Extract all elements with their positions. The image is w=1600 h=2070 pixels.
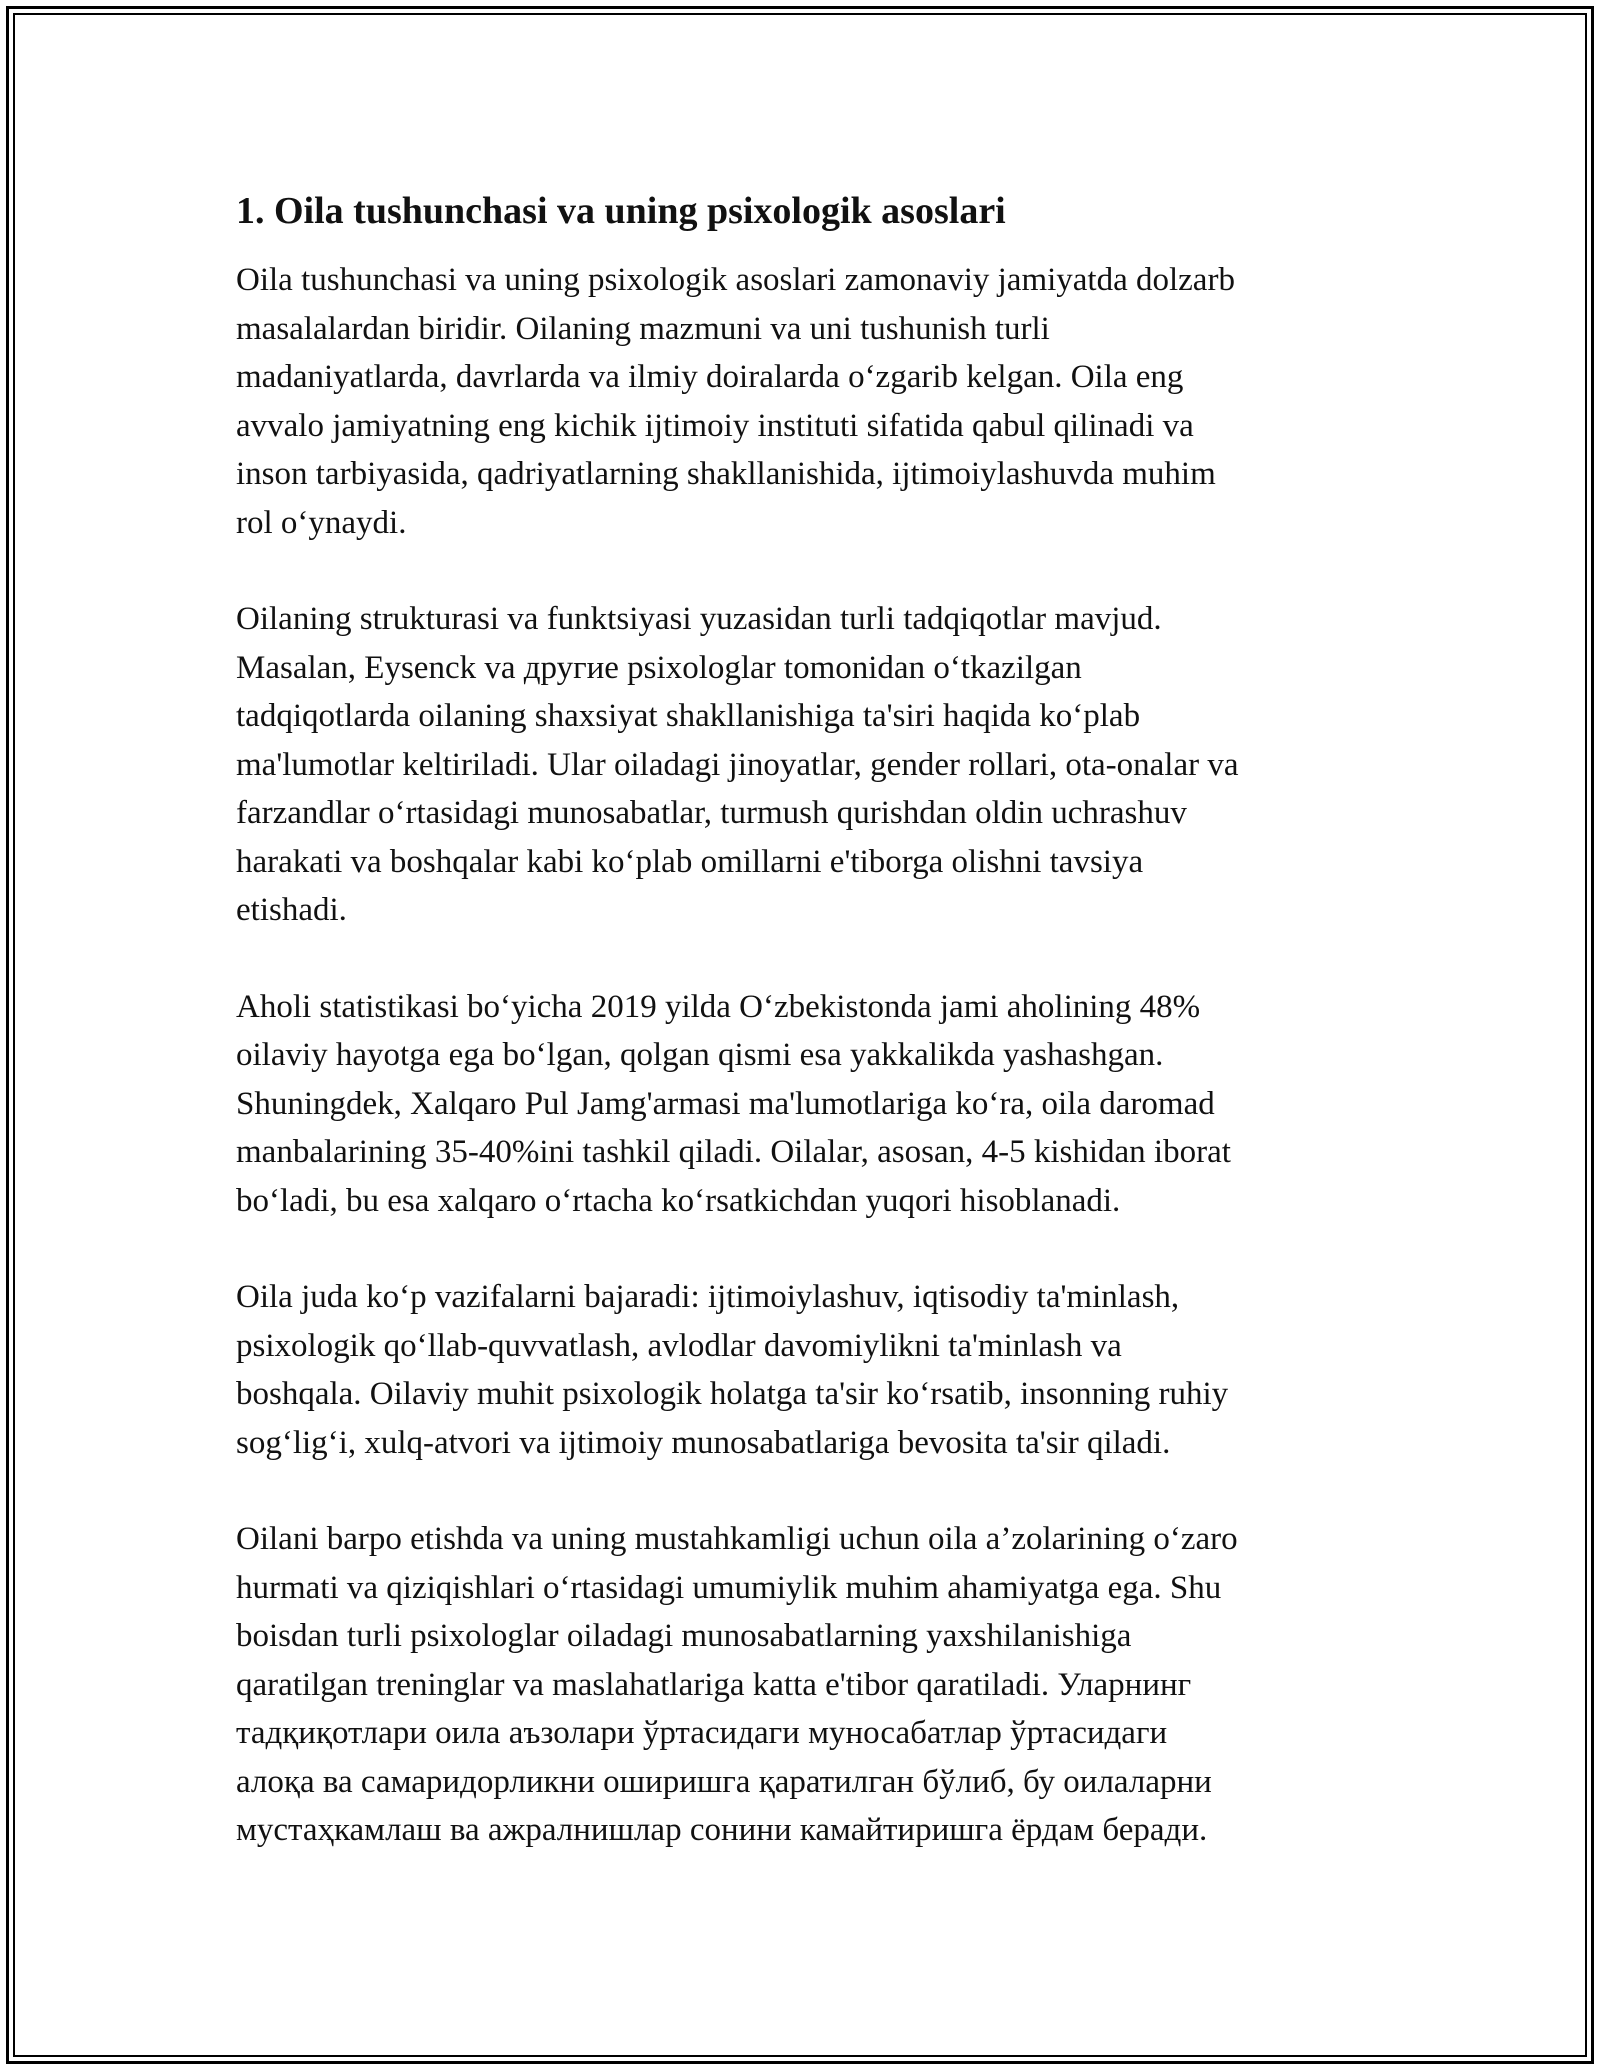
- paragraph-line: sogʻligʻi, xulq-atvori va ijtimoiy munosabatlariga bevosita ta'sir qiladi.: [236, 1424, 1171, 1461]
- paragraph-line: madaniyatlarda, davrlarda va ilmiy doiralarda oʻzgarib kelgan. Oila eng: [236, 359, 1184, 395]
- paragraph-line: мустаҳкамлаш ва ажралнишлар сонини камайтиришга ёрдам беради.: [236, 1812, 1208, 1848]
- paragraph-line: Shuningdek, Xalqaro Pul Jamg'armasi ma'lumotlariga koʻra, oila daromad: [236, 1085, 1215, 1122]
- paragraph-line: hurmati va qiziqishlari oʻrtasidagi umumiylik muhim ahamiyatga ega. Shu: [236, 1569, 1222, 1606]
- paragraph-line: qaratilgan treninglar va maslahatlariga katta e'tibor qaratiladi. Уларнинг: [236, 1666, 1192, 1703]
- paragraph-line: masalalardan biridir. Oilaning mazmuni va uni tushunish turli: [236, 310, 1050, 347]
- paragraph-2: [236, 595, 1366, 935]
- paragraph-1: [236, 256, 1366, 547]
- paragraph-line: boshqala. Oilaviy muhit psixologik holatga ta'sir koʻrsatib, insonning ruhiy: [236, 1376, 1229, 1412]
- paragraph-line: tadqiqotlarda oilaning shaxsiyat shakllanishiga ta'siri haqida koʻplab: [236, 698, 1141, 734]
- document-body: [236, 256, 1366, 1855]
- paragraph-3: [236, 983, 1366, 1226]
- paragraph-line: harakati va boshqalar kabi koʻplab omillarni e'tiborga olishni tavsiya: [236, 843, 1144, 880]
- paragraph-5: [236, 1515, 1366, 1855]
- paragraph-line: алоқа ва самаридорликни оширишга қаратилган бўлиб, бу оилаларни: [236, 1763, 1212, 1800]
- paragraph-4: [236, 1273, 1366, 1467]
- paragraph-line: manbalarining 35-40%ini tashkil qiladi. Oilalar, asosan, 4-5 kishidan iborat: [236, 1134, 1231, 1170]
- paragraph-line: Masalan, Eysenck va другие psixologlar tomonidan oʻtkazilgan: [236, 649, 1082, 686]
- paragraph-line: Oila tushunchasi va uning psixologik asoslari zamonaviy jamiyatda dolzarb: [236, 262, 1235, 298]
- paragraph-line: farzandlar oʻrtasidagi munosabatlar, turmush qurishdan oldin uchrashuv: [236, 795, 1187, 831]
- paragraph-line: Aholi statistikasi boʻyicha 2019 yilda Oʻzbekistonda jami aholining 48%: [236, 988, 1201, 1025]
- paragraph-line: boʻladi, bu esa xalqaro oʻrtacha koʻrsatkichdan yuqori hisoblanadi.: [236, 1182, 1121, 1219]
- paragraph-line: Oilani barpo etishda va uning mustahkamligi uchun oila a’zolarining oʻzaro: [236, 1521, 1238, 1557]
- document-page: [236, 186, 1366, 1903]
- paragraph-line: тадқиқотлари оила аъзолари ўртасидаги муносабатлар ўртасидаги: [236, 1715, 1168, 1751]
- paragraph-line: ma'lumotlar keltiriladi. Ular oiladagi jinoyatlar, gender rollari, ota-onalar va: [236, 746, 1239, 783]
- paragraph-line: rol oʻynaydi.: [236, 504, 407, 541]
- paragraph-line: Oilaning strukturasi va funktsiyasi yuzasidan turli tadqiqotlar mavjud.: [236, 601, 1162, 637]
- paragraph-line: Oila juda koʻp vazifalarni bajaradi: ijtimoiylashuv, iqtisodiy ta'minlash,: [236, 1279, 1180, 1315]
- paragraph-line: inson tarbiyasida, qadriyatlarning shakllanishida, ijtimoiylashuvda muhim: [236, 456, 1216, 492]
- paragraph-line: etishadi.: [236, 892, 347, 928]
- paragraph-line: psixologik qoʻllab-quvvatlash, avlodlar davomiylikni ta'minlash va: [236, 1327, 1122, 1364]
- section-heading: 1. Oila tushunchasi va uning psixologik asoslari: [236, 190, 1006, 232]
- paragraph-line: oilaviy hayotga ega boʻlgan, qolgan qismi esa yakkalikda yashashgan.: [236, 1037, 1164, 1073]
- paragraph-line: avvalo jamiyatning eng kichik ijtimoiy instituti sifatida qabul qilinadi va: [236, 407, 1194, 444]
- paragraph-line: boisdan turli psixologlar oiladagi munosabatlarning yaxshilanishiga: [236, 1618, 1132, 1654]
